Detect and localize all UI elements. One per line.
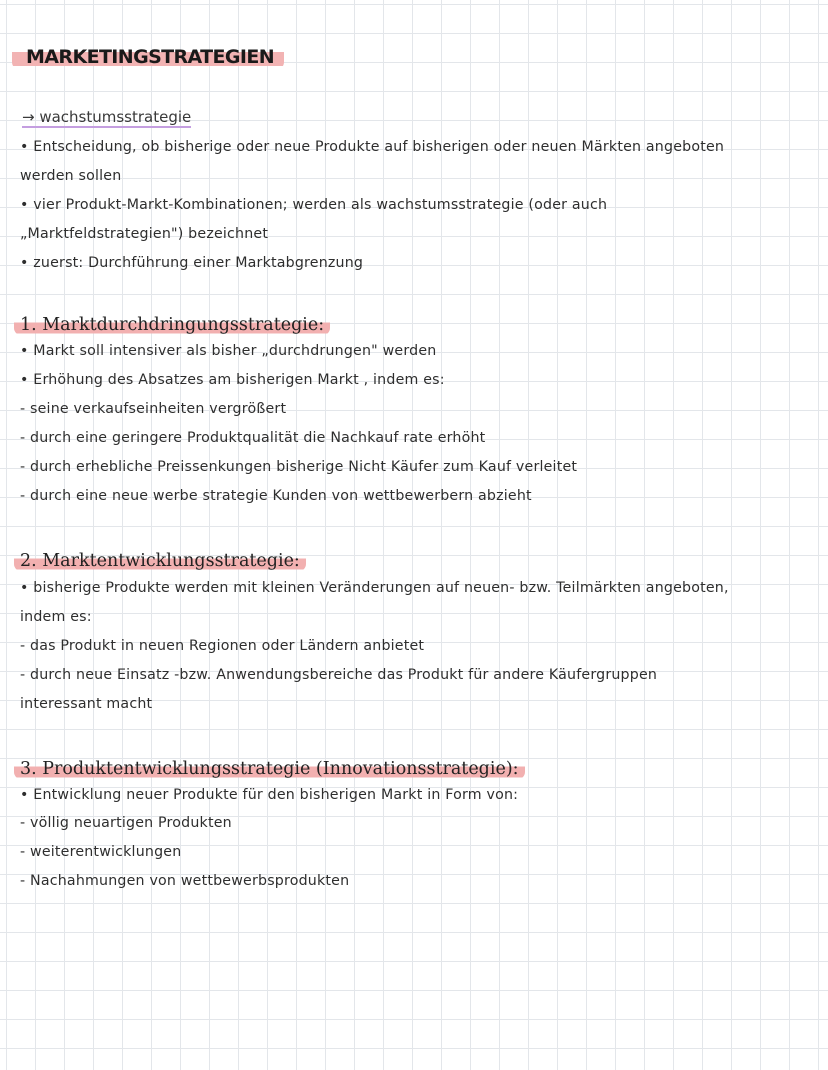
- section-1-line: - durch eine neue werbe strategie Kunden von wettbewerbern abzieht: [20, 488, 532, 504]
- intro-line: • zuerst: Durchführung einer Marktabgrenzung: [20, 255, 364, 271]
- intro-line: • vier Produkt-Markt-Kombinationen; werden als wachstumsstrategie (oder auch: [20, 197, 608, 213]
- section-2-line: - das Produkt in neuen Regionen oder Ländern anbietet: [20, 638, 425, 654]
- subheading-wachstumsstrategie: → wachstumsstrategie: [22, 108, 192, 126]
- section-heading-marktdurchdringung: 1. Marktdurchdringungsstrategie:: [14, 315, 330, 335]
- section-1-line: - durch erhebliche Preissenkungen bisherige Nicht Käufer zum Kauf verleitet: [20, 459, 578, 475]
- intro-line: • Entscheidung, ob bisherige oder neue Produkte auf bisherigen oder neuen Märkten angeboten: [20, 139, 725, 155]
- section-1-line: • Erhöhung des Absatzes am bisherigen Markt , indem es:: [20, 372, 445, 388]
- section-2-line: • bisherige Produkte werden mit kleinen Veränderungen auf neuen- bzw. Teilmärkten angeboten,: [20, 580, 729, 596]
- intro-line: werden sollen: [20, 168, 122, 184]
- section-3-line: • Entwicklung neuer Produkte für den bisherigen Markt in Form von:: [20, 787, 519, 803]
- section-2-line: indem es:: [20, 609, 92, 625]
- page-title: MARKETINGSTRATEGIEN: [12, 44, 284, 70]
- section-3-line: - völlig neuartigen Produkten: [20, 815, 232, 831]
- section-2-line: interessant macht: [20, 696, 153, 712]
- section-2-line: - durch neue Einsatz -bzw. Anwendungsbereiche das Produkt für andere Käufergruppen: [20, 667, 658, 683]
- section-heading-marktentwicklung: 2. Marktentwicklungsstrategie:: [14, 551, 306, 571]
- section-heading-produktentwicklung: 3. Produktentwicklungsstrategie (Innovationsstrategie):: [14, 759, 525, 779]
- section-1-line: - durch eine geringere Produktqualität die Nachkauf rate erhöht: [20, 430, 486, 446]
- section-1-line: - seine verkaufseinheiten vergrößert: [20, 401, 287, 417]
- section-3-line: - weiterentwicklungen: [20, 844, 182, 860]
- section-1-line: • Markt soll intensiver als bisher „durchdrungen" werden: [20, 343, 437, 359]
- intro-line: „Marktfeldstrategien") bezeichnet: [20, 226, 269, 242]
- section-3-line: - Nachahmungen von wettbewerbsprodukten: [20, 873, 350, 889]
